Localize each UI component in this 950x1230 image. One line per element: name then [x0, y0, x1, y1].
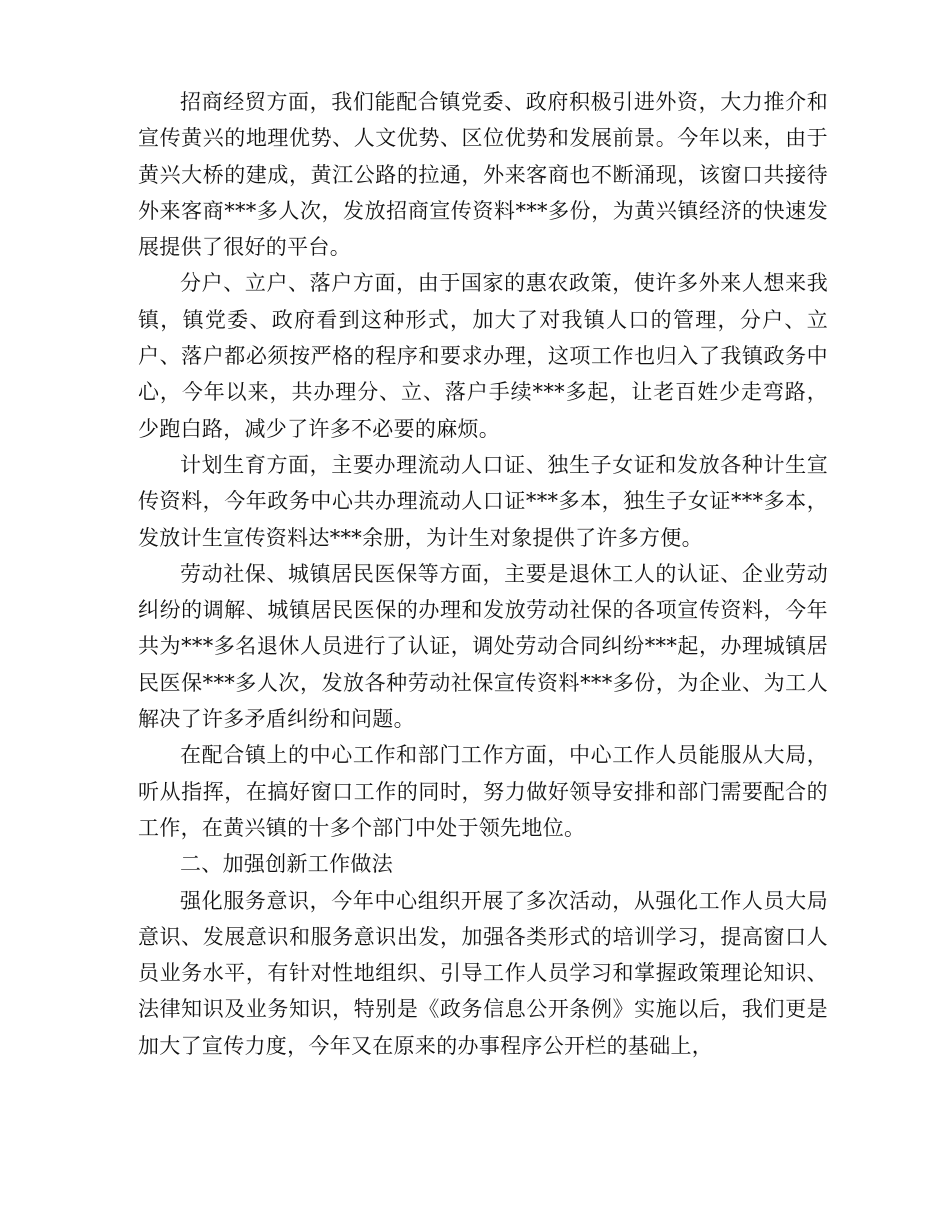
paragraph-labor-social-security: 劳动社保、城镇居民医保等方面，主要是退休工人的认证、企业劳动纠纷的调解、城镇居民医保的办理和发放劳动社保的各项宣传资料，今年共为***多名退休人员进行了认证，调处劳动合同纠纷***起，办理城镇居民医保***多人次，发放各种劳动社保宣传资料***多份，为企业、为工人解决了许多矛盾纠纷和问题。 [138, 561, 828, 732]
paragraph-service-awareness: 强化服务意识，今年中心组织开展了多次活动，从强化工作人员大局意识、发展意识和服务意识出发，加强各类形式的培训学习，提高窗口人员业务水平，有针对性地组织、引导工作人员学习和掌握政策理论知识、法律知识及业务知识，特别是《政务信息公开条例》实施以后，我们更是加大了宣传力度，今年又在原来的办事程序公开栏的基础上， [138, 888, 828, 1058]
paragraph-investment: 招商经贸方面，我们能配合镇党委、政府积极引进外资，大力推介和宣传黄兴的地理优势、人文优势、区位优势和发展前景。今年以来，由于黄兴大桥的建成，黄江公路的拉通，外来客商也不断涌现，该窗口共接待外来客商***多人次，发放招商宣传资料***多份，为黄兴镇经济的快速发展提供了很好的平台。 [138, 90, 828, 260]
document-body [138, 84, 828, 1064]
paragraph-household-registration: 分户、立户、落户方面，由于国家的惠农政策，使许多外来人想来我镇，镇党委、政府看到这种形式，加大了对我镇人口的管理，分户、立户、落户都必须按严格的程序和要求办理，这项工作也归入了我镇政务中心，今年以来，共办理分、立、落户手续***多起，让老百姓少走弯路，少跑白路，减少了许多不必要的麻烦。 [138, 271, 828, 441]
paragraph-family-planning: 计划生育方面，主要办理流动人口证、独生子女证和发放各种计生宣传资料，今年政务中心共办理流动人口证***多本，独生子女证***多本，发放计生宣传资料达***余册，为计生对象提供了许多方便。 [138, 452, 828, 550]
section-heading: 二、加强创新工作做法 [180, 852, 393, 877]
paragraph-central-work: 在配合镇上的中心工作和部门工作方面，中心工作人员能服从大局，听从指挥，在搞好窗口工作的同时，努力做好领导安排和部门需要配合的工作，在黄兴镇的十多个部门中处于领先地位。 [138, 743, 828, 840]
